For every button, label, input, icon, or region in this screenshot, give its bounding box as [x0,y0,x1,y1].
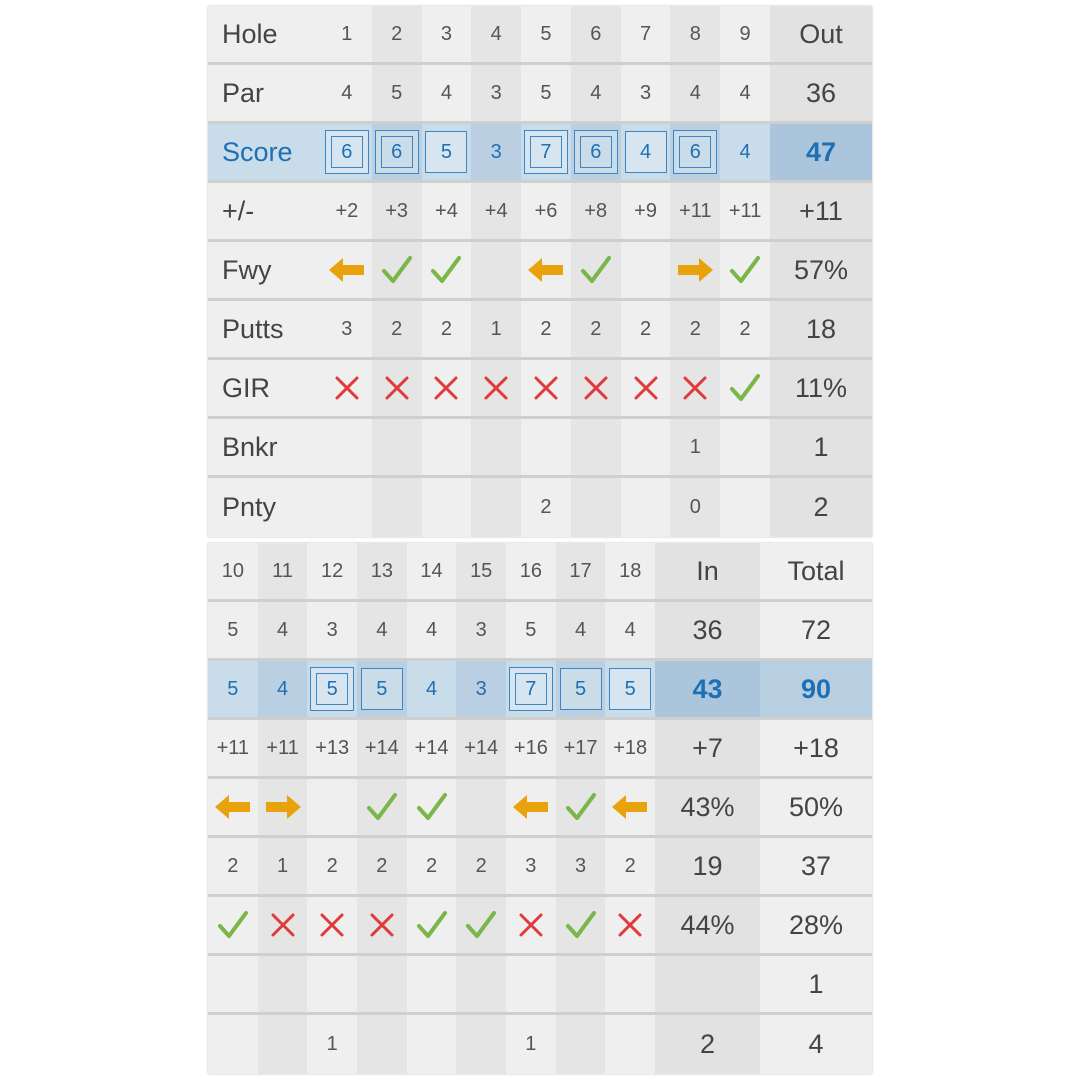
fwy-in-total: 43% [655,779,760,835]
fwy-out-total: 57% [770,242,872,298]
left-arrow-icon [513,794,549,820]
score-value: 4 [739,140,751,163]
cross-icon [333,374,361,402]
putts-cell: 3 [525,854,537,877]
gir-cell [258,897,308,953]
score-grand-total: 90 [760,661,872,717]
check-icon [416,909,448,941]
fwy-cell [422,242,472,298]
pnty-cell: 1 [525,1033,537,1055]
pnty-cell [571,478,621,537]
bnkr-cell [556,956,606,1012]
check-icon [366,791,398,823]
plusminus-cell: +11 [728,199,762,222]
hole-cell: 16 [519,559,542,582]
plusminus-cell: +14 [456,720,506,776]
score-cell [571,124,621,180]
score-cell [456,661,506,717]
cross-icon [368,911,396,939]
par-cell: 5 [372,65,422,121]
plusminus-cell: +11 [258,720,308,776]
double-bogey-box [673,130,717,174]
hole-row [208,6,872,65]
putts-cell: 2 [440,317,452,340]
score-value: 3 [475,677,487,700]
score-cell [720,124,770,180]
pnty-cell [357,1015,407,1074]
fwy-cell [208,779,258,835]
left-arrow-icon [612,794,648,820]
par-cell: 3 [471,65,521,121]
pnty-cell [258,1015,308,1074]
left-arrow-icon [215,794,251,820]
hole-cell: 4 [471,6,521,62]
cross-icon [318,911,346,939]
bogey-box [560,668,602,710]
cross-icon [532,374,560,402]
pnty-cell [621,478,671,537]
putts-cell: 2 [624,854,636,877]
score-value: 4 [276,677,289,700]
hole-row [208,543,872,602]
gir-cell [521,360,571,416]
score-label: Score [222,136,293,167]
par-cell: 4 [357,602,407,658]
par-grand-total: 72 [800,614,832,645]
double-bogey-inner-box [331,136,363,168]
fwy-cell [407,779,457,835]
plusminus-cell: +6 [534,199,558,222]
plusminus-cell: +11 [670,183,720,239]
score-cell [521,124,571,180]
cross-icon [616,911,644,939]
cross-icon [632,374,660,402]
double-bogey-box [509,667,553,711]
plusminus-cell: +14 [414,736,449,759]
bogey-box [361,668,403,710]
double-bogey-inner-box [381,136,413,168]
score-cell [372,124,422,180]
putts-cell: 3 [556,838,606,894]
bogey-box [625,131,667,173]
par-row [208,602,872,661]
plusminus-grand-total: +18 [793,732,839,763]
hole-cell: 5 [540,22,552,45]
bnkr-cell [422,419,472,475]
pnty-cell: 0 [670,478,720,537]
putts-cell: 2 [540,317,552,340]
gir-cell [208,897,258,953]
gir-cell [605,897,655,953]
check-icon [729,372,761,404]
bnkr-cell [407,956,457,1012]
putts-row [208,838,872,897]
gir-cell [506,897,556,953]
bnkr-cell [605,956,655,1012]
score-value: 5 [227,677,239,700]
score-value: 6 [391,140,403,163]
par-cell: 5 [525,618,537,641]
bnkr-cell: 1 [670,419,720,475]
fwy-cell [456,779,506,835]
cross-icon [482,374,510,402]
plusminus-cell: +4 [471,183,521,239]
fwy-label: Fwy [222,254,272,285]
putts-cell: 2 [456,838,506,894]
score-cell [506,661,556,717]
fwy-cell [258,779,308,835]
cross-icon [383,374,411,402]
par-out-total: 36 [770,65,872,121]
bnkr-cell [571,419,621,475]
score-value: 6 [689,140,701,163]
bnkr-label: Bnkr [222,431,278,462]
pnty-cell [422,478,472,537]
score-value: 4 [639,140,652,163]
score-cell [258,661,308,717]
putts-cell: 2 [670,301,720,357]
pnty-cell [208,1015,258,1074]
cross-icon [269,911,297,939]
score-value: 6 [341,140,353,163]
score-cell [422,124,472,180]
bnkr-cell [621,419,671,475]
fwy-row [208,242,872,301]
putts-in-total: 19 [655,838,760,894]
score-in-total: 43 [655,661,760,717]
hole-cell: 13 [357,543,407,599]
check-icon [381,254,413,286]
plusminus-cell: +14 [357,720,407,776]
double-bogey-inner-box [679,136,711,168]
double-bogey-box [310,667,354,711]
bnkr-cell [720,419,770,475]
hole-cell: 1 [341,22,353,45]
fwy-cell [605,779,655,835]
plusminus-cell: +4 [435,199,458,222]
plusminus-cell: +11 [216,736,250,759]
score-cell [621,124,671,180]
score-cell [605,661,655,717]
gir-cell [720,360,770,416]
putts-grand-total: 37 [800,850,832,881]
fwy-cell [571,242,621,298]
plusminus-row [208,183,872,242]
plusminus-cell: +18 [613,736,648,759]
bnkr-cell [521,419,571,475]
score-cell [208,661,258,717]
score-value: 6 [590,140,602,163]
front-nine-scorecard [208,6,872,537]
score-row [208,124,872,183]
fwy-grand-total: 50% [788,791,844,822]
plusminus-row [208,720,872,779]
hole-cell: 10 [221,559,244,582]
fwy-cell [720,242,770,298]
score-cell [407,661,457,717]
bnkr-cell [258,956,308,1012]
score-cell [307,661,357,717]
plusminus-cell: +3 [372,183,422,239]
pnty-cell: 2 [540,496,552,518]
par-cell: 5 [227,618,239,641]
check-icon [580,254,612,286]
score-value: 3 [490,140,502,163]
check-icon [416,791,448,823]
hole-cell: 11 [258,543,308,599]
par-row [208,65,872,124]
par-cell: 3 [326,618,338,641]
score-value: 7 [540,140,552,163]
gir-in-total: 44% [655,897,760,953]
putts-cell: 2 [571,301,621,357]
double-bogey-box [325,130,369,174]
putts-cell: 1 [471,301,521,357]
hole-cell: 7 [639,22,652,45]
gir-row [208,360,872,419]
pnty-row [208,1015,872,1074]
gir-cell [357,897,407,953]
par-cell: 4 [440,81,452,104]
hole-cell: 9 [739,22,751,45]
par-cell: 3 [639,81,652,104]
fwy-cell [621,242,671,298]
fwy-cell [357,779,407,835]
par-cell: 4 [670,65,720,121]
pnty-cell [322,478,372,537]
score-row [208,661,872,720]
hole-out-total: Out [770,6,872,62]
double-bogey-box [375,130,419,174]
gir-cell [571,360,621,416]
bnkr-cell [357,956,407,1012]
fwy-cell [322,242,372,298]
cross-icon [681,374,709,402]
fwy-cell [307,779,357,835]
score-cell [322,124,372,180]
double-bogey-inner-box [515,673,547,705]
pnty-cell [605,1015,655,1074]
par-cell: 4 [258,602,308,658]
left-arrow-icon [329,257,365,283]
gir-cell [621,360,671,416]
bnkr-row [208,419,872,478]
hole-cell: 3 [440,22,452,45]
pnty-cell [556,1015,606,1074]
gir-row [208,897,872,956]
double-bogey-box [524,130,568,174]
gir-cell [471,360,521,416]
back-nine-scorecard [208,543,872,1074]
putts-cell: 2 [227,854,239,877]
gir-grand-total: 28% [788,909,844,940]
score-value: 5 [326,677,338,700]
score-out-total: 47 [770,124,872,180]
right-arrow-icon [677,257,713,283]
cross-icon [517,911,545,939]
hole-cell: 14 [420,559,443,582]
bnkr-cell [322,419,372,475]
par-cell: 5 [540,81,552,104]
par-in-total: 36 [655,602,760,658]
double-bogey-inner-box [530,136,562,168]
putts-row [208,301,872,360]
hole-cell: 18 [619,559,642,582]
par-cell: 4 [425,618,438,641]
putts-cell: 2 [326,854,338,877]
score-value: 5 [624,677,636,700]
fwy-cell [556,779,606,835]
bnkr-out-total: 1 [770,419,872,475]
score-cell [471,124,521,180]
bnkr-cell [471,419,521,475]
plusminus-out-total: +11 [770,183,872,239]
par-label: Par [222,77,265,108]
hole-label: Hole [222,18,278,49]
gir-cell [322,360,372,416]
hole-cell: 17 [556,543,606,599]
fwy-cell [521,242,571,298]
cross-icon [432,374,460,402]
left-arrow-icon [528,257,564,283]
pnty-cell [720,478,770,537]
check-icon [430,254,462,286]
score-cell [670,124,720,180]
fwy-cell [471,242,521,298]
bnkr-cell [307,956,357,1012]
gir-label: GIR [222,372,271,403]
bnkr-row [208,956,872,1015]
bnkr-cell [506,956,556,1012]
bogey-box [425,131,467,173]
putts-cell: 3 [341,317,353,340]
double-bogey-box [574,130,618,174]
pnty-out-total: 2 [770,478,872,537]
plusminus-cell: +9 [634,199,657,222]
fwy-cell [372,242,422,298]
pnty-grand-total: 4 [808,1029,824,1059]
putts-out-total: 18 [770,301,872,357]
plusminus-cell: +16 [513,736,548,759]
par-cell: 4 [556,602,606,658]
pnty-cell [372,478,422,537]
par-cell: 4 [341,81,353,104]
bnkr-cell [456,956,506,1012]
gir-cell [456,897,506,953]
putts-cell: 2 [425,854,438,877]
par-cell: 3 [456,602,506,658]
putts-label: Putts [222,313,284,344]
hole-cell: 15 [456,543,506,599]
plusminus-label: +/- [222,195,255,226]
double-bogey-inner-box [316,673,348,705]
pnty-cell [471,478,521,537]
bnkr-grand-total: 1 [808,968,824,999]
score-value: 5 [574,677,587,700]
hole-cell: 12 [321,559,344,582]
check-icon [465,909,497,941]
par-cell: 4 [571,65,621,121]
bnkr-in-total [655,956,760,1012]
check-icon [565,791,597,823]
bogey-box [609,668,651,710]
check-icon [217,909,249,941]
hole-in-total: In [655,543,760,599]
fwy-row [208,779,872,838]
score-value: 7 [525,677,537,700]
pnty-label: Pnty [222,492,277,522]
pnty-cell: 1 [326,1033,338,1055]
gir-cell [422,360,472,416]
bnkr-cell [208,956,258,1012]
putts-cell: 1 [258,838,308,894]
gir-cell [670,360,720,416]
plusminus-cell: +8 [571,183,621,239]
putts-cell: 2 [639,317,652,340]
double-bogey-inner-box [580,136,612,168]
par-cell: 4 [739,81,751,104]
score-value: 4 [425,677,438,700]
check-icon [729,254,761,286]
pnty-in-total: 2 [655,1015,760,1074]
pnty-cell [456,1015,506,1074]
plusminus-cell: +13 [315,736,350,759]
gir-cell [407,897,457,953]
par-cell: 4 [624,618,636,641]
check-icon [565,909,597,941]
plusminus-cell: +17 [556,720,606,776]
putts-cell: 2 [357,838,407,894]
gir-cell [307,897,357,953]
score-cell [556,661,606,717]
hole-cell: 2 [372,6,422,62]
fwy-cell [506,779,556,835]
hole-cell: 8 [670,6,720,62]
score-value: 5 [440,140,452,163]
gir-cell [556,897,606,953]
right-arrow-icon [265,794,301,820]
gir-cell [372,360,422,416]
cross-icon [582,374,610,402]
score-cell [357,661,407,717]
gir-out-total: 11% [770,360,872,416]
pnty-cell [407,1015,457,1074]
putts-cell: 2 [739,317,751,340]
plusminus-in-total: +7 [655,720,760,776]
pnty-row [208,478,872,537]
hole-grand-total: Total [787,555,845,586]
fwy-cell [670,242,720,298]
plusminus-cell: +2 [335,199,359,222]
putts-cell: 2 [372,301,422,357]
bnkr-cell [372,419,422,475]
score-value: 5 [376,677,388,700]
hole-cell: 6 [571,6,621,62]
